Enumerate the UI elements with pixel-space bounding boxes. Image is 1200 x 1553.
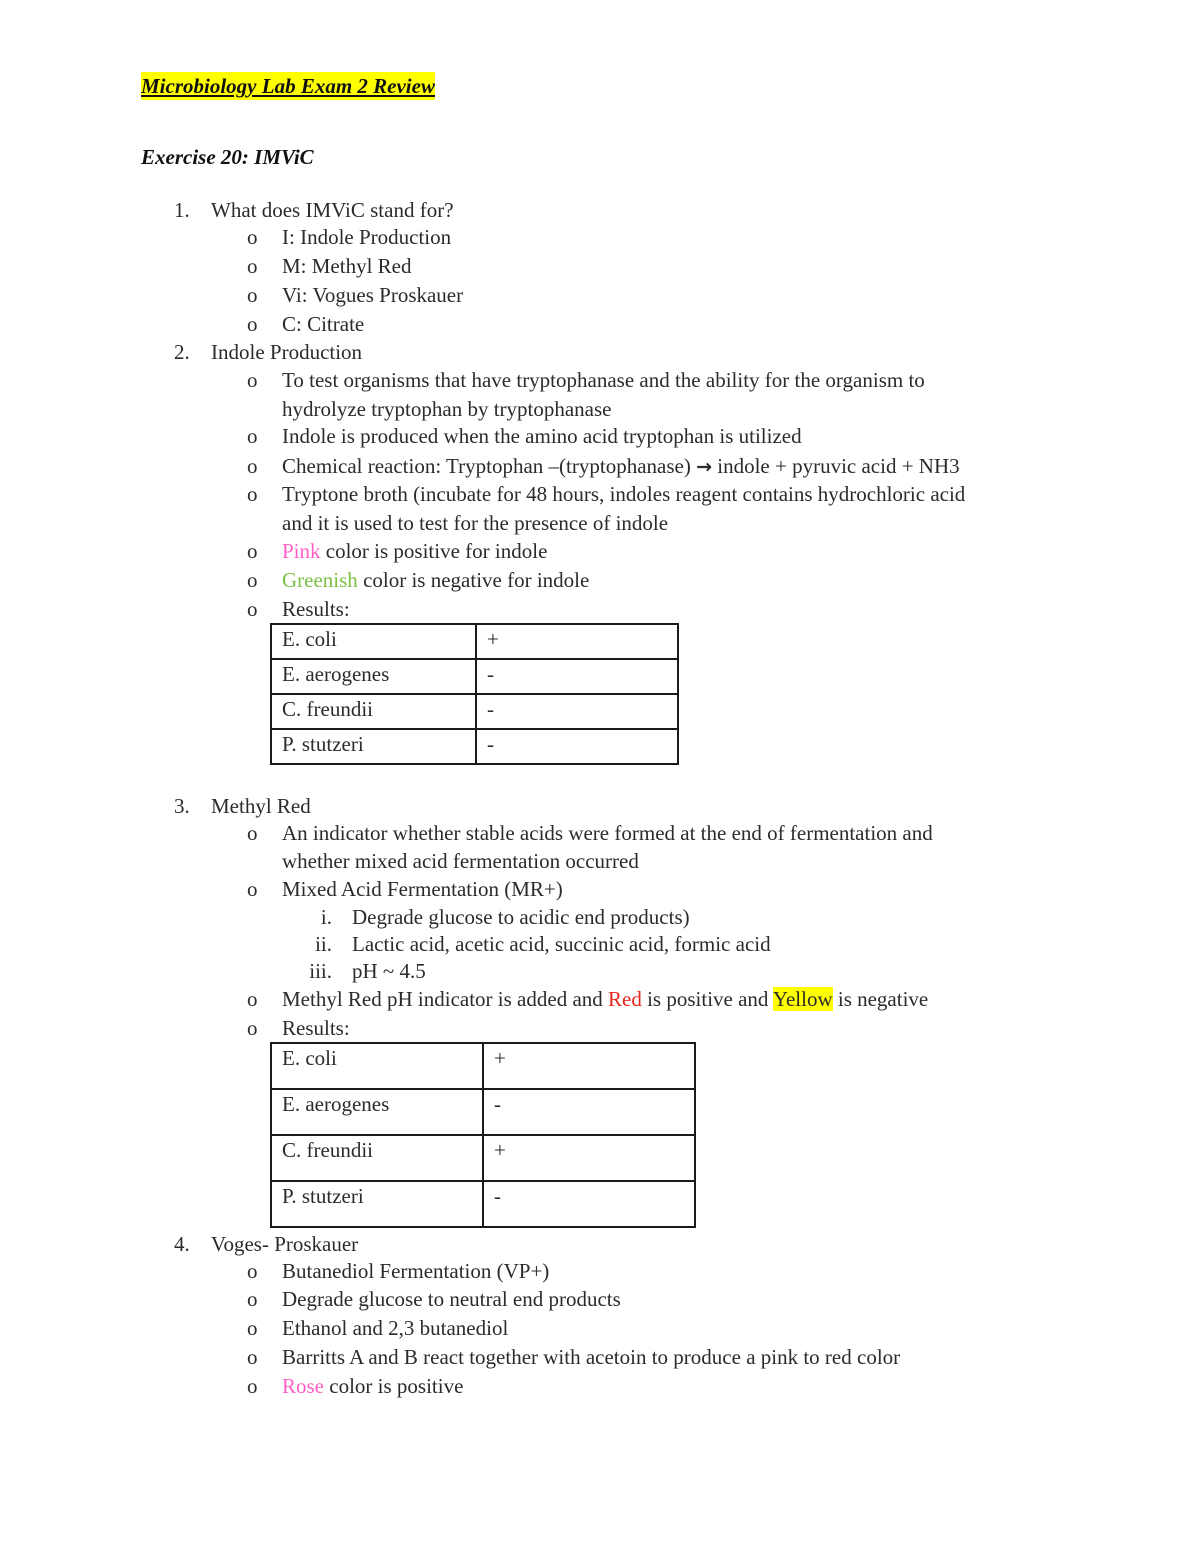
bullet-marker: o [247,1016,258,1040]
rose-label: Rose [282,1374,324,1398]
bullet-marker: o [247,312,258,336]
q1-bullet-4: C: Citrate [282,312,365,336]
bullet-marker: o [247,283,258,307]
result-cell: - [476,694,678,729]
q2-results-label: Results: [282,597,350,621]
table-row [271,1135,695,1181]
organism-cell: P. stutzeri [271,1181,483,1227]
result-cell: - [483,1181,695,1227]
bullet-marker: o [247,1345,258,1369]
bullet-marker: o [247,1259,258,1283]
q2-bullet-5 [282,537,547,565]
result-cell: + [483,1135,695,1181]
pink-label: Pink [282,539,321,563]
q4-bullet-4: Barritts A and B react together with acetoin to produce a pink to red color [282,1345,901,1369]
bullet-marker: o [247,539,258,563]
q2-bullet-4-line-2: and it is used to test for the presence of indole [282,511,669,535]
q1-bullet-1: I: Indole Production [282,225,452,249]
result-cell: + [483,1043,695,1089]
greenish-label: Greenish [282,568,358,592]
bullet-marker: o [247,225,258,249]
bullet-marker: o [247,424,258,448]
q1-bullet-3: Vi: Vogues Proskauer [282,283,464,307]
organism-cell: E. aerogenes [271,1089,483,1135]
methyl-red-results-table [270,1042,696,1228]
indole-results-table [270,623,679,765]
table-row [271,624,678,659]
organism-cell: E. coli [271,1043,483,1089]
table-row [271,1089,695,1135]
bullet-marker: o [247,568,258,592]
q3-text: Methyl Red [211,794,311,818]
q3-sub-2: Lactic acid, acetic acid, succinic acid, formic acid [352,932,771,956]
q2-bullet-3 [282,452,960,481]
q4-bullet-2: Degrade glucose to neutral end products [282,1287,621,1311]
bullet-marker: o [247,1287,258,1311]
document-title: Microbiology Lab Exam 2 Review [141,74,435,98]
q3-bullet-3-pre: Methyl Red pH indicator is added and [282,987,609,1011]
result-cell: - [476,659,678,694]
q4-text: Voges- Proskauer [211,1232,359,1256]
yellow-label: Yellow [772,987,833,1011]
q3-number: 3. [174,794,190,818]
bullet-marker: o [247,597,258,621]
q2-bullet-4-line-1: Tryptone broth (incubate for 48 hours, indoles reagent contains hydrochloric acid [282,482,966,506]
bullet-marker: o [247,1316,258,1340]
bullet-marker: o [247,254,258,278]
q3-bullet-1-line-1: An indicator whether stable acids were formed at the end of fermentation and [282,821,933,845]
table-row [271,694,678,729]
q1-bullet-2: M: Methyl Red [282,254,412,278]
organism-cell: E. aerogenes [271,659,476,694]
q1-number: 1. [174,198,190,222]
table-row [271,1181,695,1227]
bullet-marker: o [247,1374,258,1398]
q4-bullet-1: Butanediol Fermentation (VP+) [282,1259,550,1283]
q3-results-label: Results: [282,1016,350,1040]
roman-numeral: i. [320,905,332,929]
table-row [271,1043,695,1089]
q2-bullet-5-rest: color is positive for indole [320,539,548,563]
q2-number: 2. [174,340,190,364]
q4-bullet-5-rest: color is positive [324,1374,464,1398]
organism-cell: P. stutzeri [271,729,476,764]
q2-text: Indole Production [211,340,363,364]
bullet-marker: o [247,987,258,1011]
table-row [271,729,678,764]
roman-numeral: ii. [315,932,332,956]
red-label: Red [608,987,642,1011]
q4-bullet-5 [282,1372,463,1400]
exercise-heading: Exercise 20: IMViC [141,145,314,169]
reaction-text: Chemical reaction: Tryptophan –(tryptophanase) [282,454,697,478]
q3-bullet-2: Mixed Acid Fermentation (MR+) [282,877,563,901]
q3-sub-3: pH ~ 4.5 [352,959,426,983]
organism-cell: C. freundii [271,694,476,729]
q3-sub-1: Degrade glucose to acidic end products) [352,905,690,929]
bullet-marker: o [247,368,258,392]
q2-bullet-6 [282,566,589,594]
arrow-icon: → [696,456,712,478]
organism-cell: C. freundii [271,1135,483,1181]
q4-number: 4. [174,1232,190,1256]
q3-bullet-1-line-2: whether mixed acid fermentation occurred [282,849,639,873]
bullet-marker: o [247,877,258,901]
q3-bullet-3-mid: is positive and [641,987,773,1011]
q4-bullet-3: Ethanol and 2,3 butanediol [282,1316,509,1340]
q2-bullet-1-line-2: hydrolyze tryptophan by tryptophanase [282,397,612,421]
q2-bullet-1-line-1: To test organisms that have tryptophanase and the ability for the organism to [282,368,925,392]
bullet-marker: o [247,821,258,845]
roman-numeral: iii. [309,959,332,983]
result-cell: - [483,1089,695,1135]
result-cell: + [476,624,678,659]
reaction-products: indole + pyruvic acid + NH3 [712,454,960,478]
q3-bullet-3 [282,985,928,1013]
bullet-marker: o [247,482,258,506]
bullet-marker: o [247,454,258,478]
q1-text: What does IMViC stand for? [211,198,454,222]
q2-bullet-6-rest: color is negative for indole [357,568,590,592]
table-row [271,659,678,694]
organism-cell: E. coli [271,624,476,659]
q2-bullet-2: Indole is produced when the amino acid tryptophan is utilized [282,424,802,448]
result-cell: - [476,729,678,764]
q3-bullet-3-post: is negative [832,987,929,1011]
